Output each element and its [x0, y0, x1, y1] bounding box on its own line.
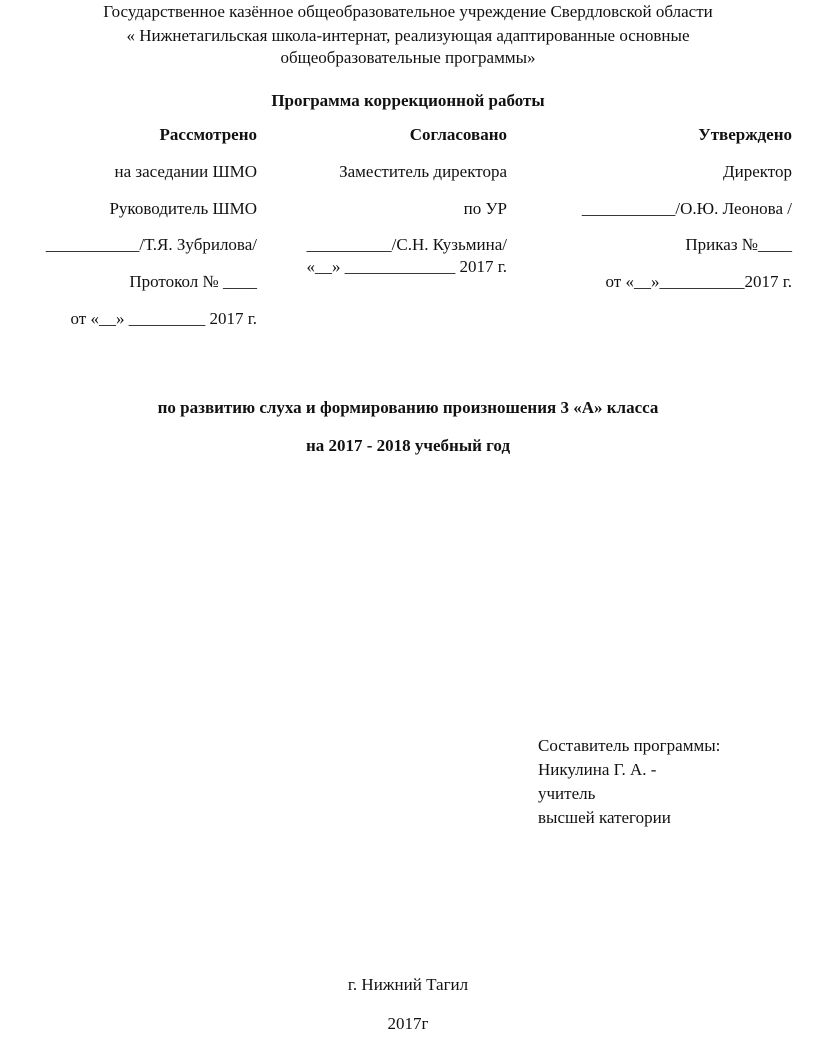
agreed-heading: Согласовано — [409, 125, 507, 144]
subtitle-subject: по развитию слуха и формированию произношения 3 «А» класса — [157, 398, 659, 417]
author-line-1: Составитель программы: — [538, 736, 721, 755]
considered-protocol: Протокол № ____ — [129, 272, 257, 291]
approved-date: от «__»__________2017 г. — [605, 272, 792, 291]
considered-line-1: на заседании ШМО — [114, 162, 257, 181]
author-name: Никулина Г. А. - — [538, 760, 657, 779]
subtitle-year: на 2017 - 2018 учебный год — [305, 436, 511, 455]
approved-line-1: Директор — [723, 162, 792, 181]
footer-city: г. Нижний Тагил — [347, 975, 469, 994]
considered-heading: Рассмотрено — [159, 125, 257, 144]
considered-signature: ___________/Т.Я. Зубрилова/ — [45, 235, 257, 254]
author-line-3: учитель — [538, 784, 596, 803]
approved-signature: ___________/О.Ю. Леонова / — [581, 199, 792, 218]
author-line-4: высшей категории — [538, 808, 671, 827]
approved-heading: Утверждено — [698, 125, 792, 144]
agreed-signature: __________/С.Н. Кузьмина/ — [306, 235, 507, 254]
footer-year: 2017г — [387, 1014, 429, 1033]
header-line-1: Государственное казённое общеобразовательное учреждение Свердловской области — [103, 2, 713, 21]
header-line-3: общеобразовательные программы» — [280, 48, 536, 67]
approved-order: Приказ №____ — [685, 235, 792, 254]
agreed-line-2: по УР — [463, 199, 507, 218]
considered-date: от «__» _________ 2017 г. — [70, 309, 257, 328]
program-title: Программа коррекционной работы — [271, 91, 545, 110]
agreed-line-1: Заместитель директора — [339, 162, 507, 181]
header-line-2: « Нижнетагильская школа-интернат, реализующая адаптированные основные — [126, 26, 690, 45]
agreed-date: «__» _____________ 2017 г. — [306, 257, 507, 276]
considered-line-2: Руководитель ШМО — [109, 199, 257, 218]
